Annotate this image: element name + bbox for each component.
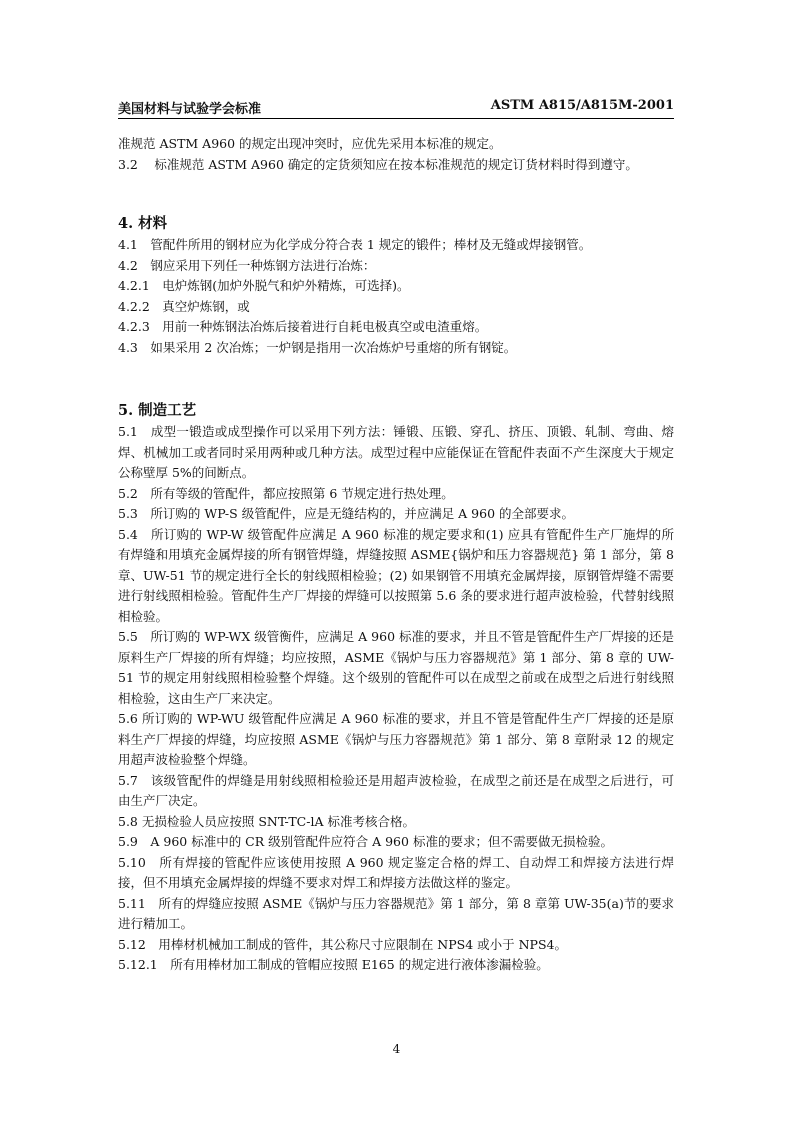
paragraph: 5.12.1 所有用棒材加工制成的管帽应按照 E165 的规定进行液体渗漏检验。 [118, 957, 549, 972]
paragraph: 4.2.1 电炉炼钢(加炉外脱气和炉外精炼，可选择)。 [118, 278, 410, 293]
paragraph: 4.2.3 用前一种炼钢法冶炼后接着进行自耗电极真空或电渣重熔。 [118, 319, 488, 334]
document-body [118, 134, 674, 976]
paragraph: 5.10 所有焊接的管配件应该使用按照 A 960 规定鉴定合格的焊工、自动焊工和焊接方法进行焊接，但不用填充金属焊接的焊缝不要求对焊工和焊接方法做这样的鉴定。 [118, 854, 674, 890]
paragraph: 4.2.2 真空炉炼钢，或 [118, 298, 250, 314]
paragraph: 4.1 管配件所用的钢材应为化学成分符合表 1 规定的锻件；棒材及无缝或焊接钢管。 [118, 237, 592, 252]
paragraph: 4.2 钢应采用下列任一种炼钢方法进行冶炼： [118, 257, 376, 273]
paragraph: 5.8 无损检验人员应按照 SNT-TC-lA 标准考核合格。 [118, 813, 415, 829]
paragraph: 5.11 所有的焊缝应按照 ASME《锅炉与压力容器规范》第 1 部分，第 8 章第 UW-35(a)节的要求进行精加工。 [118, 895, 674, 931]
paragraph: 5.5 所订购的 WP-WX 级管衡件，应满足 A 960 标准的要求，并且不管是管配件生产厂焊接的还是原料生产厂焊接的所有焊缝；均应按照，ASME《锅炉与压力容器规范》第 1 部分、第 8 章的 UW-51 节的规定用射线照相检验整个焊缝。这个级别的管配件可以在成型之前或在成型之后进行射线照相检验，这由生产厂来决定。 [118, 629, 674, 706]
header-standard-code: ASTM A815/A815M-2001 [490, 98, 674, 113]
page-number: 4 [392, 1042, 401, 1056]
paragraph: 3.2 标准规范 ASTM A960 确定的定货须知应在按本标准规范的规定订货材料时得到遵守。 [118, 156, 638, 172]
paragraph: 4.3 如果采用 2 次冶炼；一炉钢是指用一次冶炼炉号重熔的所有钢锭。 [118, 339, 517, 355]
paragraph: 5.12 用棒材机械加工制成的管件，其公称尺寸应限制在 NPS4 或小于 NPS4。 [118, 936, 567, 952]
paragraph: 5.1 成型一锻造或成型操作可以采用下列方法：锤锻、压锻、穿孔、挤压、顶锻、轧制、弯曲、熔焊、机械加工或者同时采用两种或几种方法。成型过程中应能保证在管配件表面不产生深度大于规定公称壁厚 5%的间断点。 [118, 424, 674, 480]
paragraph: 5.3 所订购的 WP-S 级管配件，应是无缝结构的，并应满足 A 960 的全部要求。 [118, 506, 574, 521]
paragraph: 5.7 该级管配件的焊缝是用射线照相检验还是用超声波检验，在成型之前还是在成型之后进行，可由生产厂决定。 [118, 772, 674, 808]
paragraph: 5.9 A 960 标准中的 CR 级别管配件应符合 A 960 标准的要求；但不需要做无损检验。 [118, 834, 613, 849]
page-header [118, 96, 674, 119]
paragraph: 准规范 ASTM A960 的规定出现冲突时，应优先采用本标准的规定。 [118, 136, 502, 151]
paragraph: 5.4 所订购的 WP-W 级管配件应满足 A 960 标准的规定要求和(1) 应具有管配件生产厂施焊的所有焊缝和用填充金属焊接的所有钢管焊缝，焊缝按照 ASME{锅炉和压力容器规范} 第 1 部分，第 8 章、UW-51 节的规定进行全长的射线照相检验；(2) 如果钢管不用填充金属焊接，原钢管焊缝不需要进行射线照相检验。管配件生产厂焊接的焊缝可以按照第 5.6 条的要求进行超声波检验，代替射线照相检验。 [118, 526, 674, 624]
section-heading-materials: 4. 材料 [118, 215, 168, 232]
paragraph: 5.2 所有等级的管配件，都应按照第 6 节规定进行热处理。 [118, 485, 454, 501]
paragraph: 5.6 所订购的 WP-WU 级管配件应满足 A 960 标准的要求，并且不管是管配件生产厂焊接的还是原料生产厂焊接的焊缝，均应按照 ASME《锅炉与压力容器规范》第 1 部分、第 8 章附录 12 的规定用超声波检验整个焊缝。 [118, 711, 674, 767]
header-standard-org: 美国材料与试验学会标准 [118, 102, 262, 117]
section-heading-manufacture: 5. 制造工艺 [118, 402, 197, 419]
